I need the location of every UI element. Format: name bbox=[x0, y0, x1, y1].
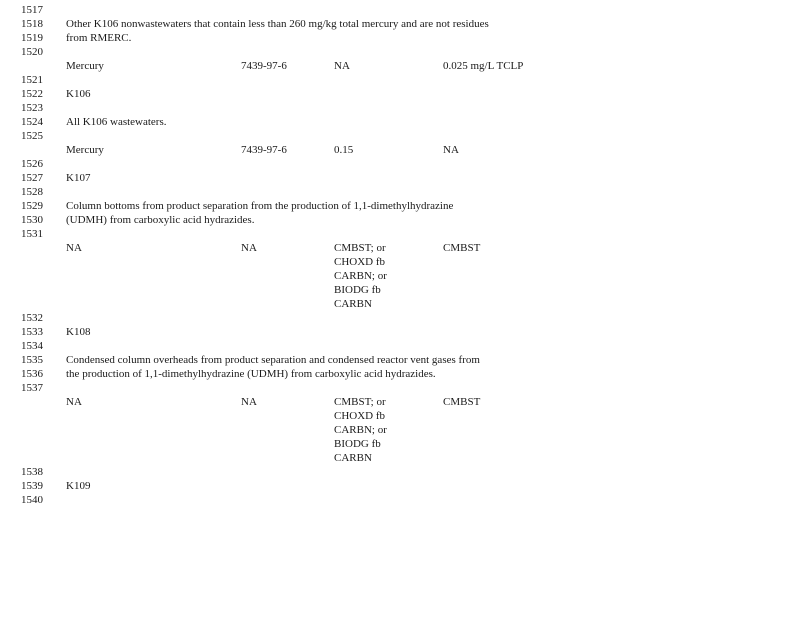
description-text: the production of 1,1-dimethylhydrazine (UDMH) from carboxylic acid hydrazides. bbox=[66, 368, 436, 380]
document-line bbox=[0, 171, 800, 185]
table-row bbox=[0, 395, 800, 409]
wastewater-standard-line: CARBN; or bbox=[334, 424, 387, 436]
document-line bbox=[0, 115, 800, 129]
line-number: 1533 bbox=[21, 326, 43, 338]
line-number: 1526 bbox=[21, 158, 43, 170]
document-line bbox=[0, 311, 800, 325]
line-number: 1525 bbox=[21, 130, 43, 142]
table-row bbox=[0, 241, 800, 255]
line-number: 1536 bbox=[21, 368, 43, 380]
table-row bbox=[0, 59, 800, 73]
document-line bbox=[0, 129, 800, 143]
nonwastewater-standard-cell: CMBST bbox=[443, 396, 481, 408]
wastewater-standard-line: BIODG fb bbox=[334, 284, 381, 296]
constituent-cell: NA bbox=[66, 242, 82, 254]
cas-number-cell: NA bbox=[241, 242, 257, 254]
document-line bbox=[0, 45, 800, 59]
cas-number-cell: 7439-97-6 bbox=[241, 144, 287, 156]
line-number: 1524 bbox=[21, 116, 43, 128]
document-line bbox=[0, 87, 800, 101]
document-line bbox=[0, 17, 800, 31]
document-line bbox=[0, 227, 800, 241]
line-number: 1519 bbox=[21, 32, 43, 44]
constituent-cell: Mercury bbox=[66, 144, 104, 156]
document-line bbox=[0, 31, 800, 45]
description-text: All K106 wastewaters. bbox=[66, 116, 167, 128]
wastewater-standard-line: CHOXD fb bbox=[334, 410, 386, 422]
line-number: 1539 bbox=[21, 480, 43, 492]
constituent-cell: NA bbox=[66, 396, 82, 408]
document-line bbox=[0, 367, 800, 381]
line-number: 1537 bbox=[21, 382, 43, 394]
description-text: Condensed column overheads from product separation and condensed reactor vent gases from bbox=[66, 354, 480, 366]
document-line bbox=[0, 213, 800, 227]
document-line bbox=[0, 199, 800, 213]
table-row bbox=[0, 143, 800, 157]
nonwastewater-standard-cell: 0.025 mg/L TCLP bbox=[443, 60, 524, 72]
line-number: 1532 bbox=[21, 312, 43, 324]
wastewater-standard-line: CMBST; or bbox=[334, 396, 386, 408]
line-number: 1523 bbox=[21, 102, 43, 114]
waste-code-heading: K108 bbox=[66, 326, 91, 338]
description-text: Other K106 nonwastewaters that contain less than 260 mg/kg total mercury and are not residues bbox=[66, 18, 489, 30]
document-line bbox=[0, 493, 800, 507]
waste-code-heading: K106 bbox=[66, 88, 91, 100]
waste-code-heading: K107 bbox=[66, 172, 91, 184]
nonwastewater-standard-cell: CMBST bbox=[443, 242, 481, 254]
line-number: 1540 bbox=[21, 494, 43, 506]
line-number: 1517 bbox=[21, 4, 43, 16]
document-line bbox=[0, 339, 800, 353]
document-line bbox=[0, 73, 800, 87]
cas-number-cell: NA bbox=[241, 396, 257, 408]
document-line bbox=[0, 157, 800, 171]
document-line bbox=[0, 325, 800, 339]
line-number: 1538 bbox=[21, 466, 43, 478]
description-text: (UDMH) from carboxylic acid hydrazides. bbox=[66, 214, 255, 226]
nonwastewater-standard-cell: NA bbox=[443, 144, 459, 156]
line-number: 1530 bbox=[21, 214, 43, 226]
line-number: 1522 bbox=[21, 88, 43, 100]
document-line bbox=[0, 381, 800, 395]
document-line bbox=[0, 479, 800, 493]
document-line bbox=[0, 353, 800, 367]
wastewater-standard-line: CHOXD fb bbox=[334, 256, 386, 268]
wastewater-standard-cell: NA bbox=[334, 60, 350, 72]
waste-code-heading: K109 bbox=[66, 480, 91, 492]
line-number: 1528 bbox=[21, 186, 43, 198]
description-text: Column bottoms from product separation from the production of 1,1-dimethylhydrazine bbox=[66, 200, 454, 212]
description-text: from RMERC. bbox=[66, 32, 132, 44]
line-number: 1518 bbox=[21, 18, 43, 30]
wastewater-standard-line: CARBN; or bbox=[334, 270, 387, 282]
document-line bbox=[0, 3, 800, 17]
document-line bbox=[0, 101, 800, 115]
line-number: 1520 bbox=[21, 46, 43, 58]
wastewater-standard-line: CARBN bbox=[334, 452, 372, 464]
wastewater-standard-line: BIODG fb bbox=[334, 438, 381, 450]
line-number: 1521 bbox=[21, 74, 43, 86]
wastewater-standard-line: CARBN bbox=[334, 298, 372, 310]
constituent-cell: Mercury bbox=[66, 60, 104, 72]
wastewater-standard-line: CMBST; or bbox=[334, 242, 386, 254]
cas-number-cell: 7439-97-6 bbox=[241, 60, 287, 72]
line-number: 1534 bbox=[21, 340, 43, 352]
line-number: 1531 bbox=[21, 228, 43, 240]
document-line bbox=[0, 465, 800, 479]
line-number: 1535 bbox=[21, 354, 43, 366]
document-line bbox=[0, 185, 800, 199]
line-number: 1527 bbox=[21, 172, 43, 184]
line-number: 1529 bbox=[21, 200, 43, 212]
wastewater-standard-cell: 0.15 bbox=[334, 144, 354, 156]
